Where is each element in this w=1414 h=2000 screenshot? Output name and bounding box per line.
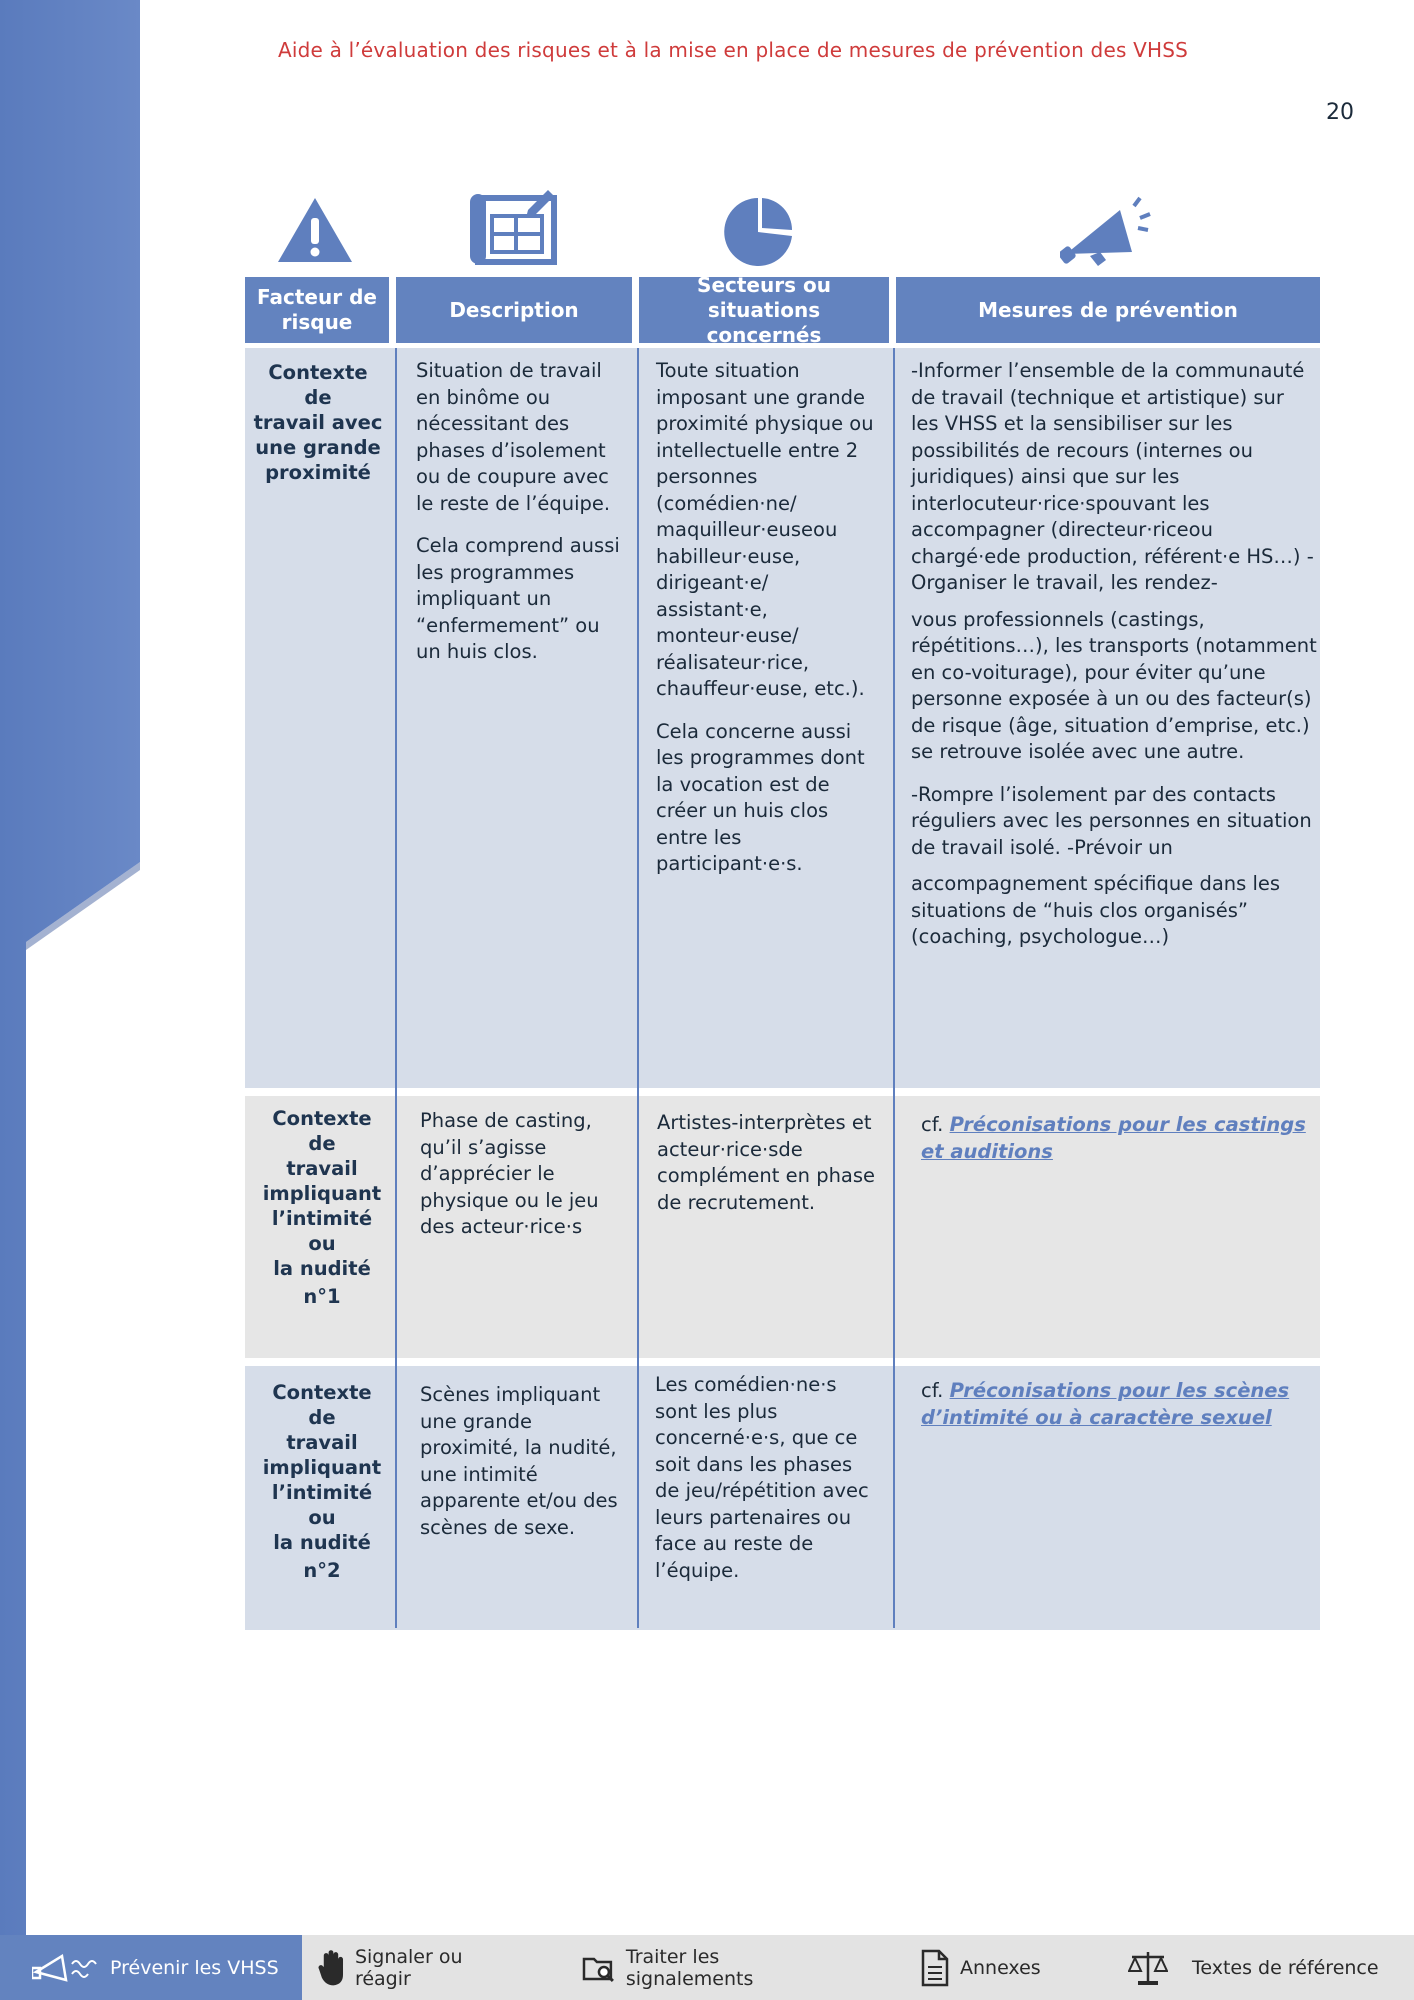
description-paragraph: Scènes impliquant une grande proximité, la nudité, une intimité apparente et/ou des scènes de sexe. bbox=[420, 1383, 618, 1539]
hand-icon bbox=[318, 1949, 345, 1987]
measures-cell bbox=[921, 1112, 1317, 1165]
risk-factor-line: proximité bbox=[265, 461, 371, 484]
risk-factor-line: travail avec bbox=[253, 411, 383, 434]
risk-factor-line: travail bbox=[286, 1157, 358, 1180]
column-header-risk-factor: Facteur de risque bbox=[245, 277, 389, 343]
warning-icon bbox=[276, 196, 354, 264]
measures-paragraph: vous professionnels (castings, répétitions…), les transports (notamment en co-voiturage), pour éviter qu’une personne exposée à un ou des facteur(s) de risque (âge, situation d’emprise, etc.) se retrouve isolée avec une autre. bbox=[911, 607, 1317, 763]
risk-factor-line: Contexte de bbox=[272, 1381, 372, 1429]
scales-icon bbox=[1128, 1949, 1168, 1987]
footer-item-label: Textes de référence bbox=[1192, 1956, 1379, 1979]
sectors-paragraph: Cela concerne aussi les programmes dont la vocation est de créer un huis clos entre les participant·e·s. bbox=[656, 719, 865, 875]
footer-nav bbox=[0, 1935, 1414, 2000]
sectors-cell bbox=[655, 1372, 877, 1600]
footer-item-prevent[interactable] bbox=[0, 1935, 302, 2000]
measures-paragraph: -Rompre l’isolement par des contacts réguliers avec les personnes en situation de travail isolé. -Prévoir un bbox=[911, 782, 1312, 859]
column-header-description: Description bbox=[396, 277, 632, 343]
description-cell bbox=[420, 1382, 626, 1557]
column-divider bbox=[395, 348, 397, 1628]
risk-factor-line: une grande bbox=[255, 436, 381, 459]
description-paragraph: Cela comprend aussi les programmes impliquant un “enfermement” ou un huis clos. bbox=[416, 534, 620, 663]
description-cell bbox=[420, 1108, 620, 1257]
measures-cell bbox=[911, 358, 1317, 967]
blueprint-icon bbox=[466, 188, 558, 268]
sectors-paragraph: Artistes-interprètes et acteur·rice·sde complément en phase de recrutement. bbox=[657, 1111, 876, 1214]
megaphone-icon bbox=[1060, 196, 1156, 268]
measures-paragraph: accompagnement spécifique dans les situations de “huis clos organisés” (coaching, psychologue…) bbox=[911, 872, 1281, 948]
sectors-paragraph: Les comédien·ne·s sont les plus concerné·e·s, que ce soit dans les phases de jeu/répétition avec leurs partenaires ou face au reste de l’équipe. bbox=[655, 1373, 869, 1582]
measures-paragraph: -Informer l’ensemble de la communauté de travail (technique et artistique) sur les VHSS et la sensibiliser sur les possibilités de recours (internes ou juridiques) ainsi que sur les interlocuteur·rice·spouvant les accompagner (directeur·riceou chargé·ede production, référent·e HS…) -Organiser le travail, les rendez- bbox=[911, 359, 1314, 594]
column-divider bbox=[893, 348, 895, 1628]
footer-item-reference-texts[interactable] bbox=[1128, 1935, 1388, 2000]
measures-cell bbox=[921, 1378, 1317, 1431]
page-number: 20 bbox=[1326, 100, 1354, 125]
risk-factor-line: l’intimité ou bbox=[271, 1207, 373, 1255]
risk-factor-line: la nudité bbox=[273, 1531, 371, 1554]
footer-item-annexes[interactable] bbox=[920, 1935, 1070, 2000]
sectors-cell bbox=[657, 1110, 885, 1232]
risk-factor-line: n°1 bbox=[303, 1285, 341, 1308]
risk-factor-cell bbox=[256, 1106, 388, 1309]
risk-factor-line: Contexte de bbox=[272, 1107, 372, 1155]
risk-factor-line: l’intimité ou bbox=[271, 1481, 373, 1529]
description-cell bbox=[416, 358, 622, 682]
column-divider bbox=[637, 348, 639, 1628]
description-paragraph: Situation de travail en binôme ou nécessitant des phases d’isolement ou de coupure avec le reste de l’équipe. bbox=[416, 359, 611, 515]
folder-search-icon bbox=[582, 1953, 616, 1983]
sidebar-decoration bbox=[0, 0, 140, 1935]
risk-factor-line: impliquant bbox=[262, 1182, 382, 1205]
risk-factor-line: travail bbox=[286, 1431, 358, 1454]
footer-item-label: Prévenir les VHSS bbox=[110, 1956, 279, 1979]
measures-prefix: cf. bbox=[921, 1379, 950, 1402]
risk-factor-cell bbox=[252, 360, 384, 485]
measures-prefix: cf. bbox=[921, 1113, 950, 1136]
risk-factor-line: n°2 bbox=[303, 1559, 341, 1582]
sectors-paragraph: Toute situation imposant une grande proximité physique ou intellectuelle entre 2 personnes (comédien·ne/ maquilleur·euseou habilleur·euse, dirigeant·e/ assistant·e, monteur·euse/ réalisateur·rice, chauffeur·euse, etc.). bbox=[656, 359, 874, 700]
footer-item-label: Traiter les signalements bbox=[625, 1945, 754, 1990]
footer-item-handle-reports[interactable] bbox=[582, 1935, 852, 2000]
document-header-title: Aide à l’évaluation des risques et à la mise en place de mesures de prévention des VHSS bbox=[278, 38, 1189, 62]
risk-factor-line: Contexte de bbox=[268, 361, 368, 409]
risk-factor-cell bbox=[256, 1380, 388, 1583]
sectors-cell bbox=[656, 358, 884, 894]
description-paragraph: Phase de casting, qu’il s’agisse d’apprécier le physique ou le jeu des acteur·rice·s bbox=[420, 1109, 599, 1238]
footer-item-label: Annexes bbox=[960, 1956, 1041, 1979]
footer-item-label: Signaler ou réagir bbox=[354, 1945, 463, 1990]
footer-item-report[interactable] bbox=[318, 1935, 518, 2000]
intimacy-scenes-recommendations-link[interactable]: Préconisations pour les scènes d’intimité ou à caractère sexuel bbox=[921, 1379, 1290, 1429]
castings-recommendations-link[interactable]: Préconisations pour les castings et auditions bbox=[921, 1113, 1306, 1163]
column-header-measures: Mesures de prévention bbox=[896, 277, 1320, 343]
column-header-sectors: Secteurs ou situations concernés bbox=[639, 277, 889, 343]
document-icon bbox=[920, 1949, 950, 1987]
risk-factor-line: impliquant bbox=[262, 1456, 382, 1479]
megaphone-icon bbox=[32, 1950, 100, 1986]
risk-factor-line: la nudité bbox=[273, 1257, 371, 1280]
pie-chart-icon bbox=[722, 196, 794, 268]
